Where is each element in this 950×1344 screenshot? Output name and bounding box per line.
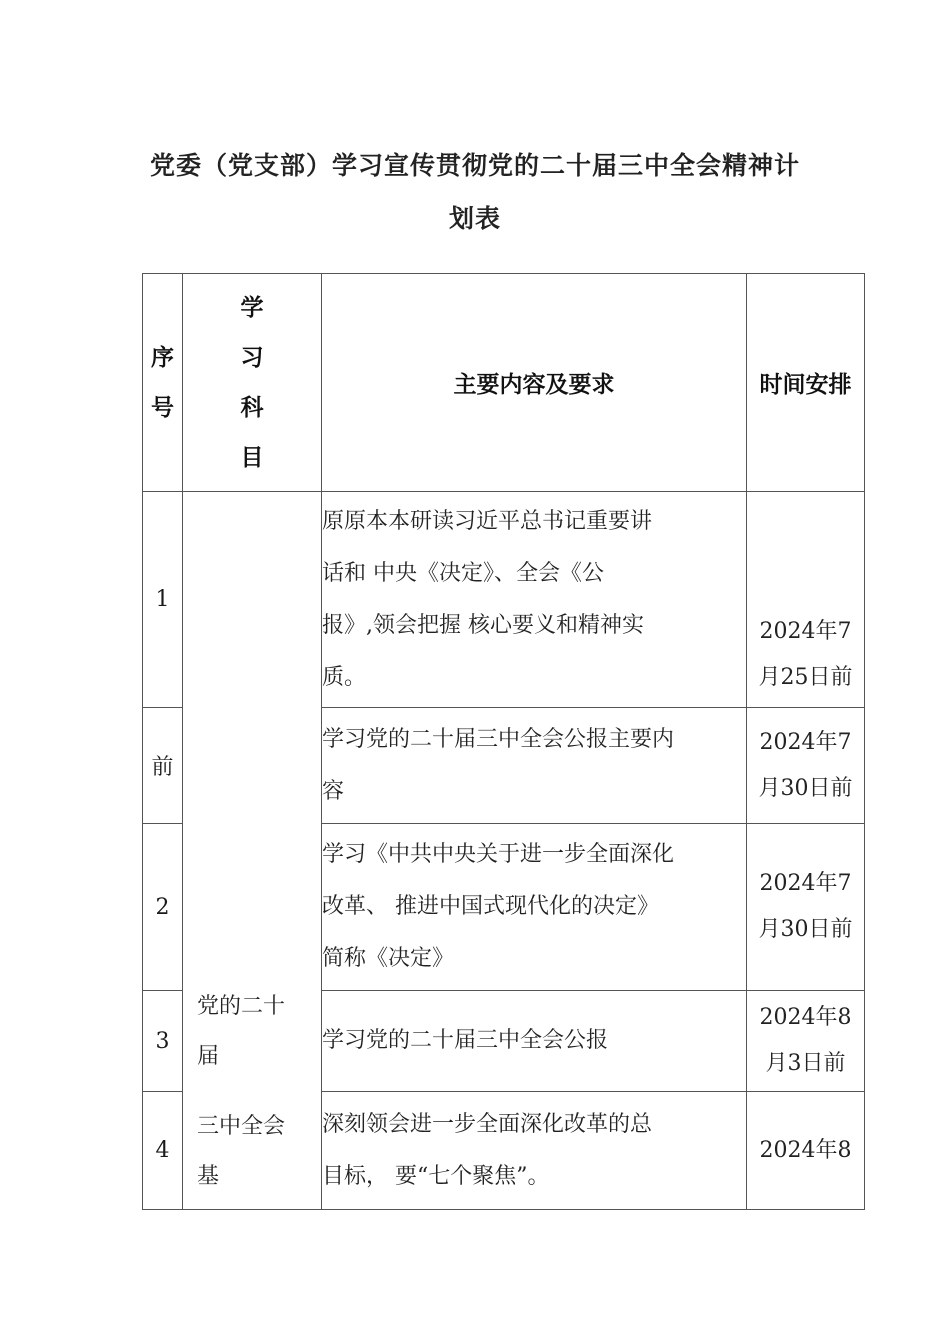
content-line: 原原本本研读习近平总书记重要讲 <box>322 508 653 534</box>
subject-line: 届 <box>197 1044 220 1069</box>
table-row <box>143 492 865 708</box>
row-content <box>322 1092 747 1210</box>
row-content <box>322 492 747 708</box>
header-time: 时间安排 <box>747 274 865 492</box>
header-seq <box>143 274 183 492</box>
content-line: 改革、 推进中国式现代化的决定》 <box>322 894 659 919</box>
subject-cell <box>183 492 322 1210</box>
content-line: 话和 中央《决定》、全会《公 <box>322 560 604 586</box>
study-plan-table <box>142 273 865 1210</box>
time-line: 2024年8 <box>759 1005 852 1030</box>
content-line: 学习党的二十届三中全会公报主要内 <box>322 726 675 752</box>
subject-line: 党的二十 <box>197 994 286 1019</box>
row-time <box>747 991 865 1092</box>
content-line: 简称《决定》 <box>322 946 455 971</box>
time-line: 2024年7 <box>759 729 852 755</box>
content-line: 质。 <box>322 664 367 690</box>
document-title-line1: 党委（党支部）学习宣传贯彻党的二十届三中全会精神计 <box>149 151 800 180</box>
time-line: 月3日前 <box>765 1051 846 1076</box>
row-time <box>747 492 865 708</box>
content-line: 学习《中共中央关于进一步全面深化 <box>322 842 675 867</box>
time-line: 月25日前 <box>758 665 853 690</box>
row-time <box>747 824 865 991</box>
document-title-line2: 划表 <box>448 204 501 233</box>
time-line: 月30日前 <box>758 775 853 801</box>
header-seq-char: 序 <box>151 344 174 371</box>
time-line: 2024年7 <box>759 619 852 644</box>
content-line: 容 <box>322 778 345 804</box>
subject-line: 基 <box>197 1164 220 1189</box>
header-subject-char: 习 <box>240 344 264 371</box>
row-seq: 2 <box>143 824 183 991</box>
content-line: 深刻领会进一步全面深化改革的总 <box>322 1111 653 1137</box>
content-line: 报》,领会把握 核心要义和精神实 <box>322 612 644 638</box>
header-subject-char: 科 <box>240 394 264 421</box>
header-content: 主要内容及要求 <box>322 274 747 492</box>
content-line: 学习党的二十届三中全会公报 <box>322 1028 609 1053</box>
row-seq: 3 <box>143 991 183 1092</box>
time-line: 2024年7 <box>759 871 852 896</box>
header-seq-char: 号 <box>151 394 174 421</box>
row-time <box>747 1092 865 1210</box>
row-seq: 前 <box>143 708 183 824</box>
content-line: 目标， 要“七个聚焦”。 <box>322 1163 550 1189</box>
time-line: 月30日前 <box>758 917 853 942</box>
time-line: 2024年8 <box>759 1137 852 1163</box>
row-seq: 1 <box>143 492 183 708</box>
row-time <box>747 708 865 824</box>
table-header-row <box>143 274 865 492</box>
header-subject-char: 学 <box>240 294 264 321</box>
row-seq: 4 <box>143 1092 183 1210</box>
row-content <box>322 991 747 1092</box>
row-content <box>322 824 747 991</box>
row-content <box>322 708 747 824</box>
header-subject <box>183 274 322 492</box>
subject-line: 三中全会 <box>197 1114 286 1139</box>
header-subject-char: 目 <box>240 444 264 471</box>
